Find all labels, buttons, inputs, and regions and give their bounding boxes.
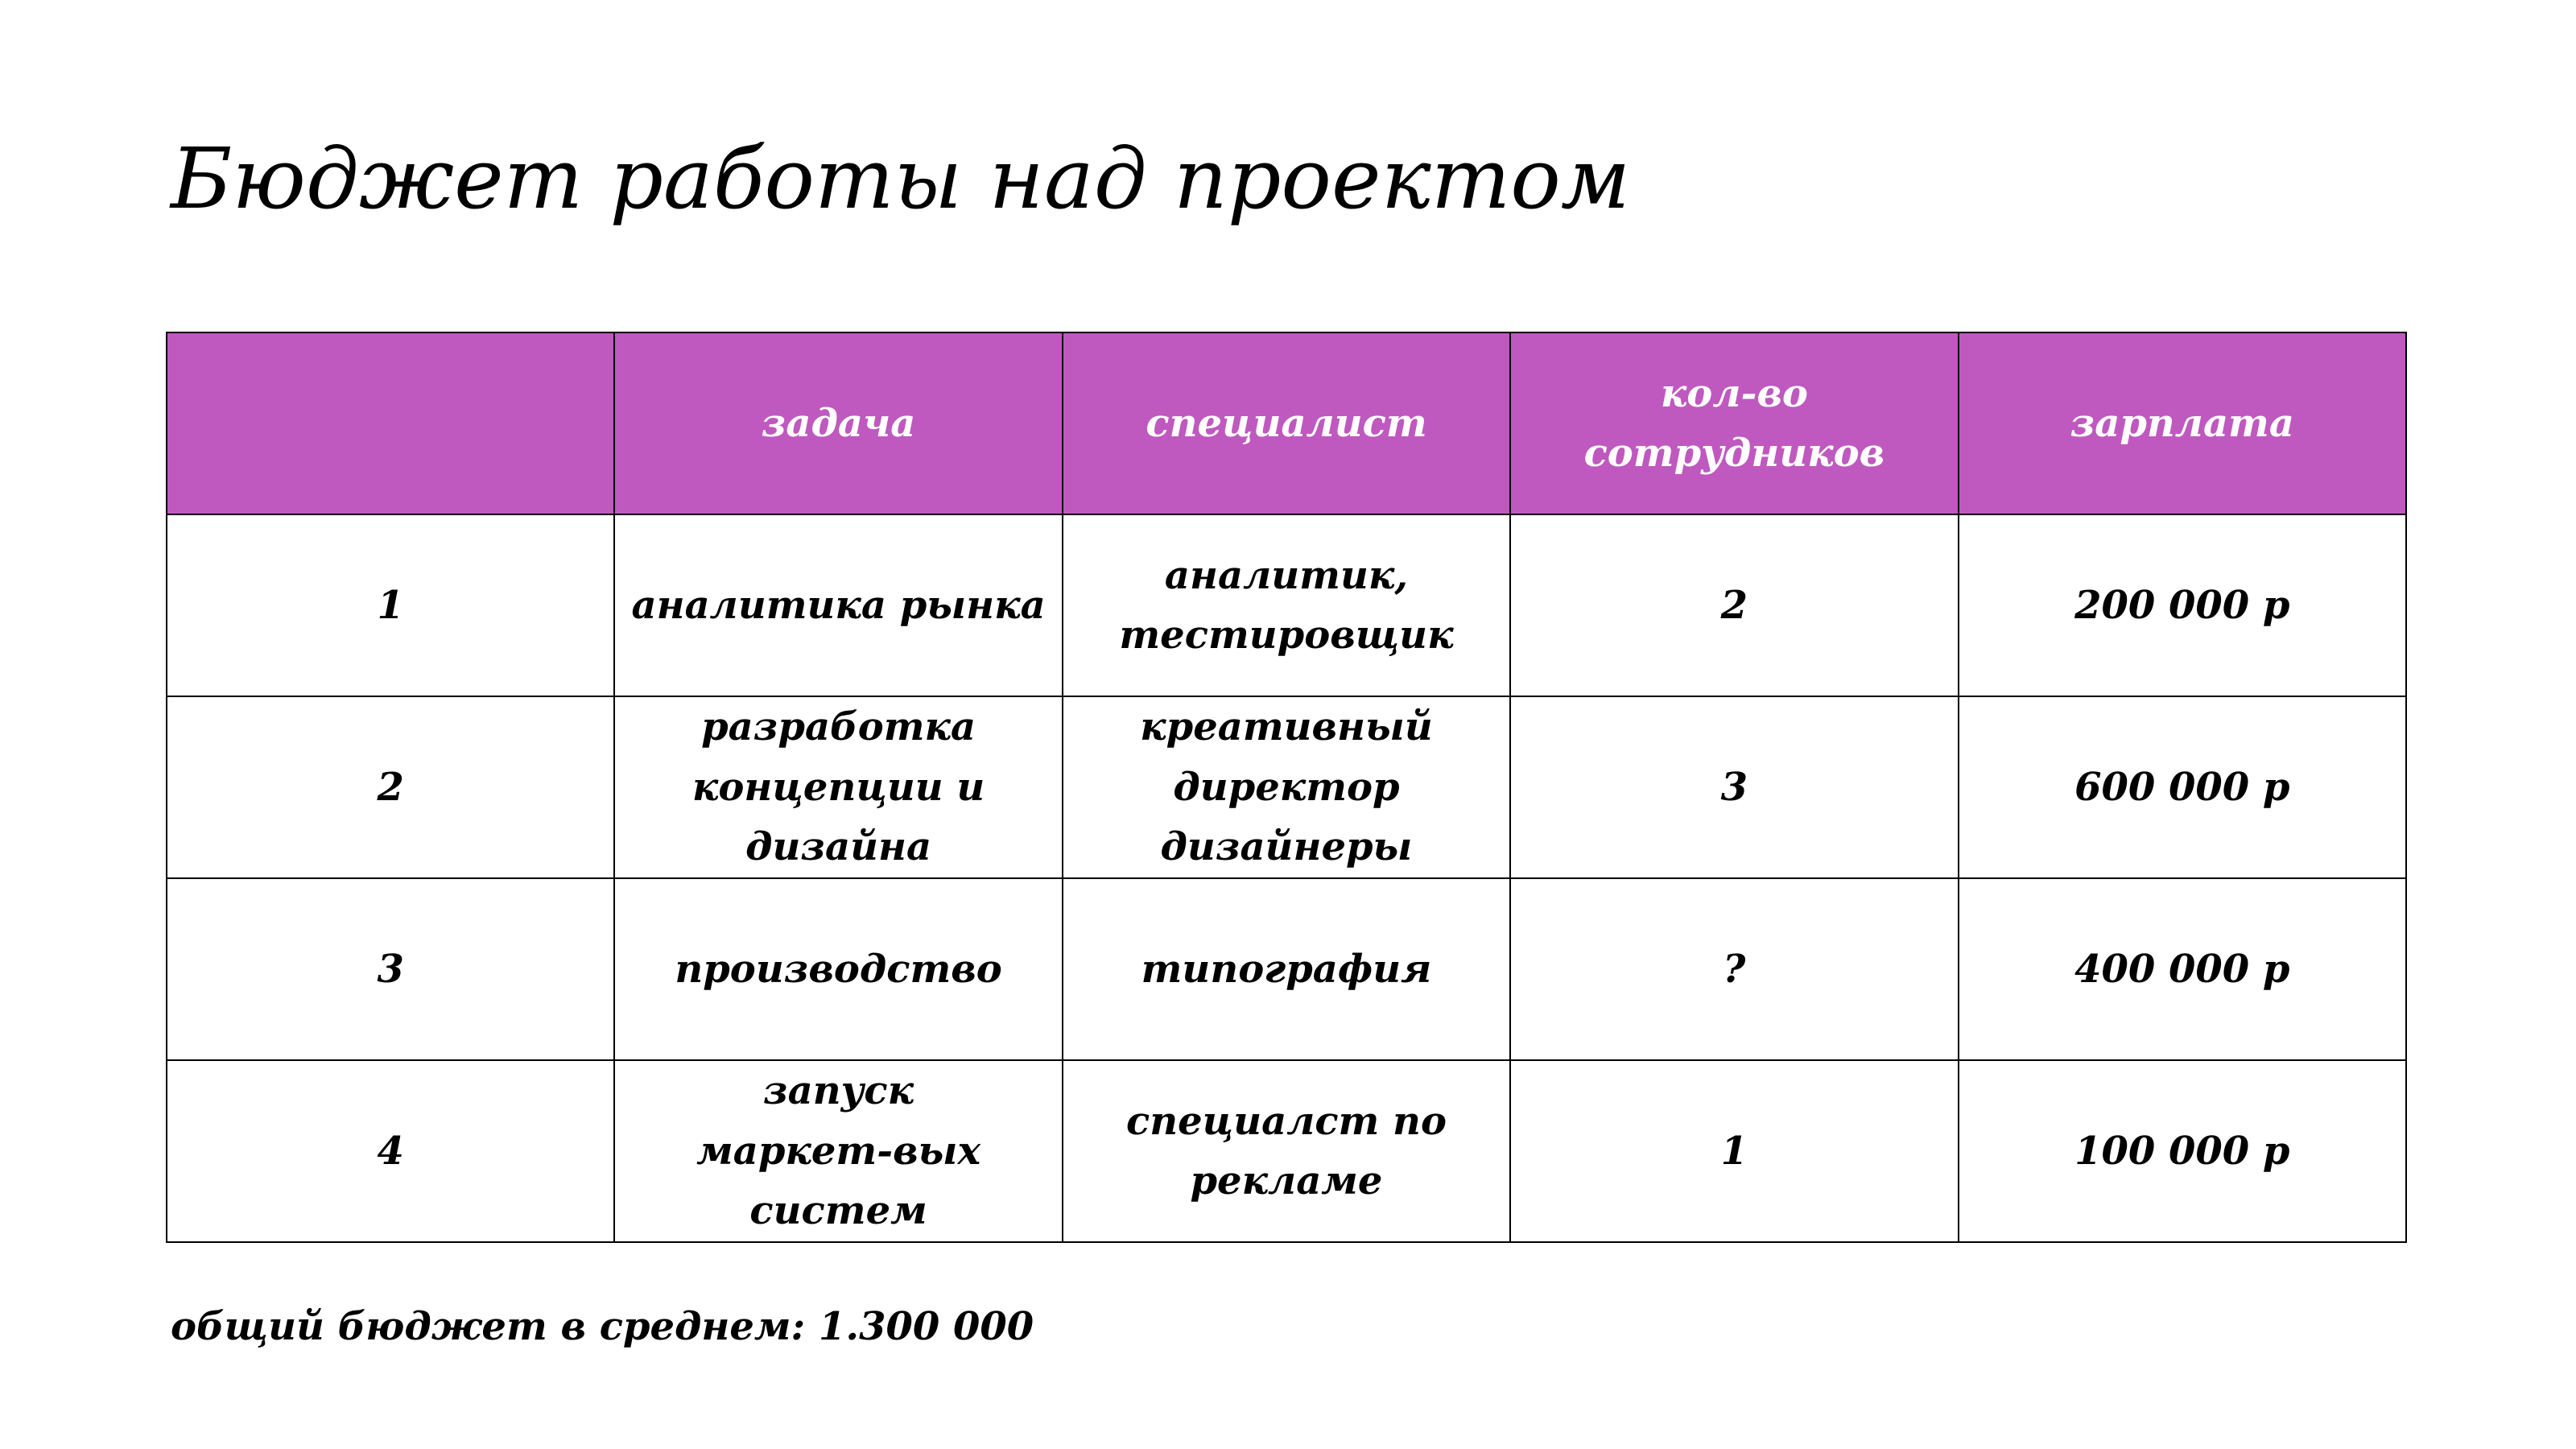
column-header-task: задача (614, 332, 1062, 514)
row-number-cell: 4 (167, 1060, 614, 1242)
table-header-row (167, 332, 2406, 514)
staff-count-cell: 3 (1510, 696, 1958, 878)
column-header-number (167, 332, 614, 514)
row-number-cell: 3 (167, 878, 614, 1060)
specialist-cell: креативный директор дизайнеры (1063, 696, 1510, 878)
column-header-specialist: специалист (1063, 332, 1510, 514)
table-row (167, 514, 2406, 696)
staff-count-cell: 2 (1510, 514, 1958, 696)
task-cell: разработка концепции и дизайна (614, 696, 1062, 878)
salary-cell: 100 000 р (1959, 1060, 2406, 1242)
table-row (167, 696, 2406, 878)
staff-count-cell: 1 (1510, 1060, 1958, 1242)
salary-cell: 200 000 р (1959, 514, 2406, 696)
specialist-cell: типография (1063, 878, 1510, 1060)
row-number-cell: 2 (167, 696, 614, 878)
task-cell: аналитика рынка (614, 514, 1062, 696)
salary-cell: 600 000 р (1959, 696, 2406, 878)
task-cell: производство (614, 878, 1062, 1060)
table-row (167, 878, 2406, 1060)
column-header-staff-count: кол-во сотрудников (1510, 332, 1958, 514)
row-number-cell: 1 (167, 514, 614, 696)
table-row (167, 1060, 2406, 1242)
budget-table (166, 332, 2407, 1243)
column-header-salary: зарплата (1959, 332, 2406, 514)
task-cell: запуск маркет-вых систем (614, 1060, 1062, 1242)
staff-count-cell: ? (1510, 878, 1958, 1060)
total-budget-summary: общий бюджет в среднем: 1.300 000 (171, 1304, 1034, 1349)
specialist-cell: специалст по рекламе (1063, 1060, 1510, 1242)
salary-cell: 400 000 р (1959, 878, 2406, 1060)
specialist-cell: аналитик, тестировщик (1063, 514, 1510, 696)
page-title: Бюджет работы над проектом (171, 130, 1631, 228)
